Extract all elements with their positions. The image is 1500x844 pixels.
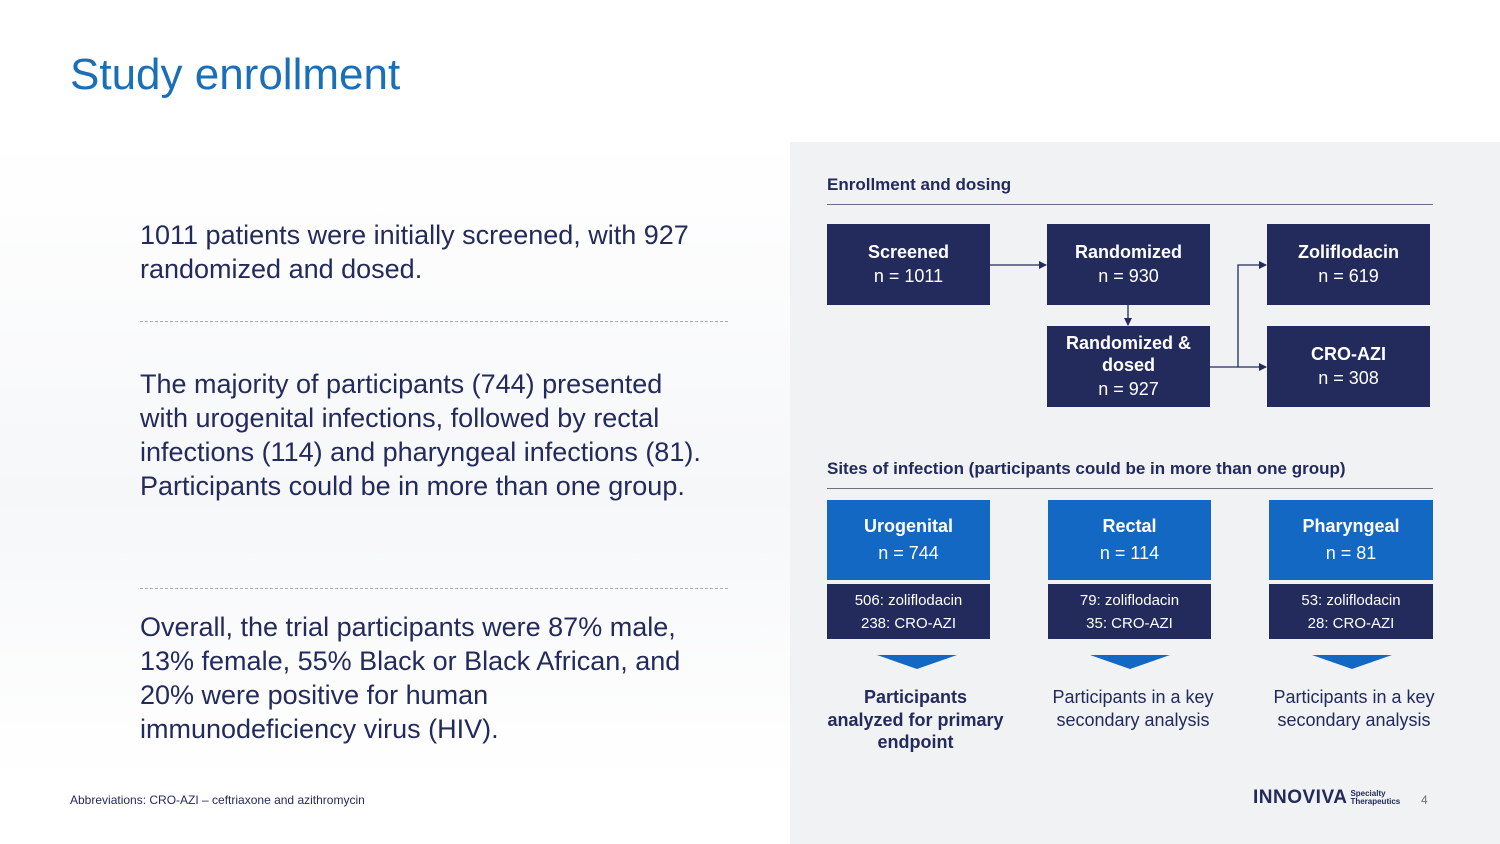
site-urogenital-down-chevron-icon bbox=[877, 655, 957, 669]
node-cro-azi-label: CRO-AZI bbox=[1311, 343, 1386, 364]
logo-tagline bbox=[1350, 790, 1400, 806]
site-rectal-cro-azi: 35: CRO-AZI bbox=[1086, 614, 1173, 632]
site-rectal bbox=[1048, 500, 1211, 580]
summary-paragraph-screening: 1011 patients were initially screened, with 927 randomized and dosed. bbox=[140, 220, 689, 284]
innoviva-logo bbox=[1253, 787, 1400, 809]
site-pharyngeal bbox=[1269, 500, 1433, 580]
page-title: Study enrollment bbox=[70, 50, 401, 99]
sites-heading-rule bbox=[827, 488, 1433, 489]
site-urogenital-count: n = 744 bbox=[878, 543, 939, 563]
site-urogenital-caption: Participants analyzed for primary endpoint bbox=[827, 687, 1004, 752]
node-cro-azi-count: n = 308 bbox=[1318, 367, 1379, 388]
site-urogenital bbox=[827, 500, 990, 580]
site-rectal-label: Rectal bbox=[1102, 516, 1157, 536]
node-randomized-label: Randomized bbox=[1074, 241, 1182, 262]
site-urogenital-label: Urogenital bbox=[863, 516, 953, 536]
site-urogenital-zoliflodacin: 506: zoliflodacin bbox=[854, 591, 963, 609]
logo-tagline-line2: Therapeutics bbox=[1350, 797, 1401, 806]
arrow-dosed-to-zoliflodacin bbox=[1238, 265, 1266, 367]
page-number: 4 bbox=[1421, 793, 1428, 807]
summary-paragraph-demographics: Overall, the trial participants were 87% male, 13% female, 55% Black or Black African, and 20% were positive for human immunodeficiency virus (HIV). bbox=[140, 612, 681, 744]
site-rectal-down-chevron-icon bbox=[1090, 655, 1170, 669]
site-pharyngeal-caption: Participants in a key secondary analysis bbox=[1273, 687, 1435, 730]
site-pharyngeal-label: Pharyngeal bbox=[1302, 516, 1400, 536]
node-zoliflodacin-label: Zoliflodacin bbox=[1298, 241, 1399, 262]
site-pharyngeal-count: n = 81 bbox=[1325, 543, 1377, 563]
node-randomized-dosed-label: Randomized & dosed bbox=[1065, 332, 1191, 375]
abbreviations-footnote: Abbreviations: CRO-AZI – ceftriaxone and azithromycin bbox=[70, 793, 365, 807]
site-pharyngeal-split bbox=[1269, 584, 1433, 639]
sites-heading: Sites of infection (participants could be in more than one group) bbox=[827, 459, 1346, 478]
site-pharyngeal-zoliflodacin: 53: zoliflodacin bbox=[1301, 591, 1401, 609]
site-rectal-split bbox=[1048, 584, 1211, 639]
site-pharyngeal-down-chevron-icon bbox=[1312, 655, 1392, 669]
node-screened-label: Screened bbox=[867, 241, 950, 262]
logo-tagline-line1: Specialty bbox=[1350, 789, 1386, 798]
site-rectal-count: n = 114 bbox=[1099, 543, 1160, 563]
node-screened-count: n = 1011 bbox=[873, 265, 944, 286]
site-rectal-caption: Participants in a key secondary analysis bbox=[1052, 687, 1214, 730]
site-pharyngeal-cro-azi: 28: CRO-AZI bbox=[1307, 614, 1395, 632]
site-urogenital-split bbox=[827, 584, 990, 639]
summary-paragraph-infections: The majority of participants (744) presented with urogenital infections, followed by rectal infections (114) and pharyngeal infections (81). Participants could be in more than one group. bbox=[140, 369, 701, 501]
node-randomized-dosed-count: n = 927 bbox=[1098, 378, 1159, 399]
node-zoliflodacin-count: n = 619 bbox=[1318, 265, 1379, 286]
site-rectal-zoliflodacin: 79: zoliflodacin bbox=[1079, 591, 1180, 609]
enrollment-heading: Enrollment and dosing bbox=[827, 175, 1012, 194]
node-randomized-count: n = 930 bbox=[1098, 265, 1159, 286]
site-urogenital-cro-azi: 238: CRO-AZI bbox=[860, 614, 957, 632]
logo-wordmark: INNOVIVA bbox=[1253, 787, 1348, 808]
